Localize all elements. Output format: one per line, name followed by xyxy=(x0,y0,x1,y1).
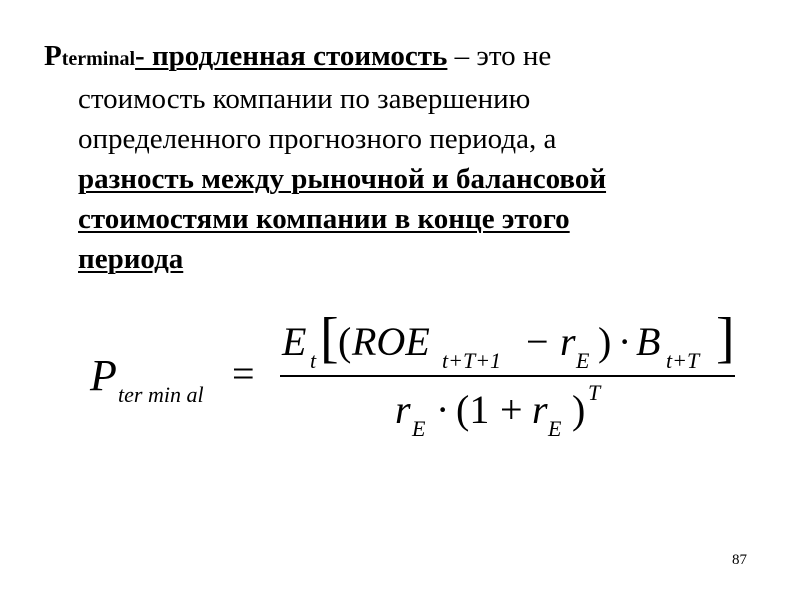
formula-num-roe: ROE xyxy=(352,319,430,364)
formula-den-r: r xyxy=(395,387,411,432)
symbol-subscript: terminal xyxy=(61,48,136,70)
formula-num-paren-open: ( xyxy=(338,319,352,364)
formula-num-bracket-close: ] xyxy=(716,307,735,369)
formula-num-b: B xyxy=(636,319,661,364)
formula-den-exponent: T xyxy=(588,380,601,405)
formula-num-bracket-open: [ xyxy=(320,307,339,369)
formula-num-roe-subscript: t+T+1 xyxy=(442,348,502,373)
formula-num-e: E xyxy=(282,319,307,364)
formula-num-e-subscript: t xyxy=(310,348,317,373)
definition-line-6: периода xyxy=(78,243,184,275)
formula-den-r2: r xyxy=(532,387,548,432)
page-number: 87 xyxy=(732,552,747,568)
formula-den-plus: + xyxy=(500,387,523,432)
definition-line-5: стоимостями компании в конце этого xyxy=(78,203,570,235)
formula-num-r-subscript: E xyxy=(576,348,590,373)
formula-den-dot: · xyxy=(436,387,450,432)
formula-den-open: (1 xyxy=(456,387,490,432)
formula-lhs-subscript: ter min al xyxy=(118,382,204,407)
definition-paragraph xyxy=(44,36,764,279)
formula-lhs-symbol: P xyxy=(90,351,117,400)
formula-den-r-subscript: E xyxy=(412,416,426,441)
formula-num-paren-close: ) xyxy=(598,319,612,364)
definition-line-1 xyxy=(44,36,764,79)
defined-term: - продленная стоимость xyxy=(135,40,448,72)
formula-den-close: ) xyxy=(572,387,586,432)
fraction-bar xyxy=(280,375,735,377)
line1-rest: – это не xyxy=(447,40,552,72)
formula-num-b-subscript: t+T xyxy=(666,348,700,373)
formula-den-r2-subscript: E xyxy=(548,416,562,441)
formula-equals: = xyxy=(232,351,255,396)
definition-line-3: определенного прогнозного периода, а xyxy=(78,123,557,155)
definition-line-4: разность между рыночной и балансовой xyxy=(78,163,607,195)
formula-num-r: r xyxy=(560,319,576,364)
formula-num-minus: − xyxy=(526,319,549,364)
symbol-p: P xyxy=(44,40,62,72)
formula-num-dot: · xyxy=(618,319,632,364)
terminal-value-formula xyxy=(90,300,740,450)
definition-line-2: стоимость компании по завершению xyxy=(78,83,531,115)
